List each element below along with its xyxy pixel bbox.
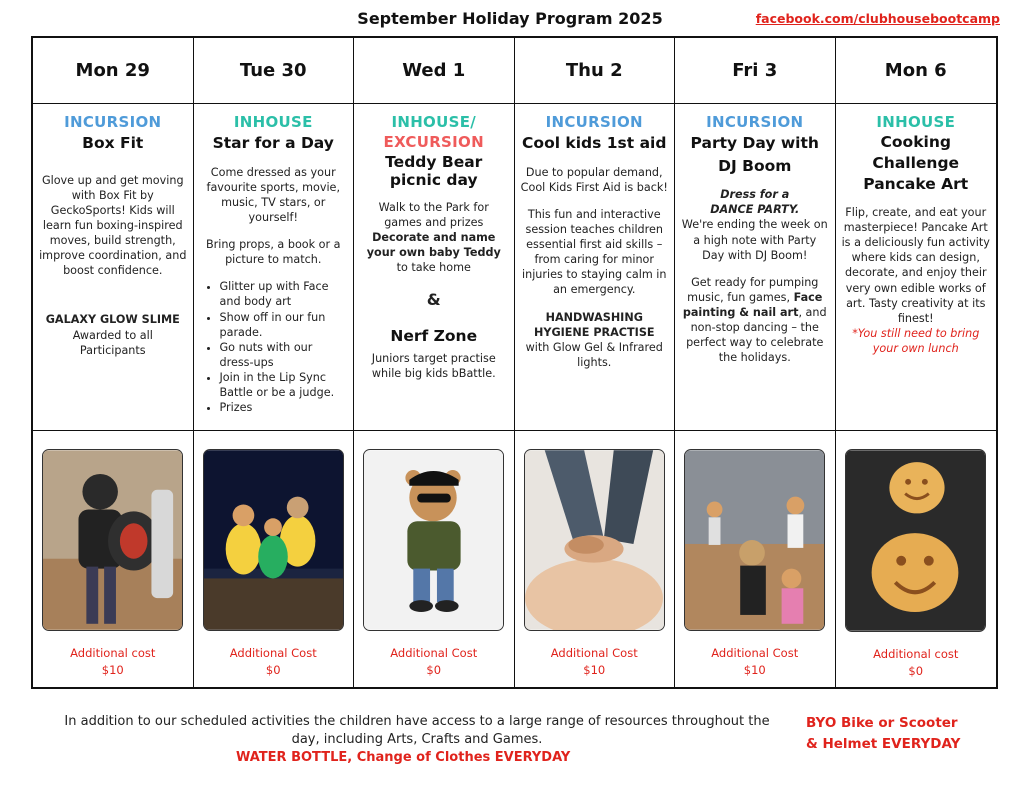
photo-cell-mon29 bbox=[33, 431, 194, 687]
activity-description-3: Juniors target practise while big kids bBattle. bbox=[371, 352, 496, 381]
photo-cell-fri3 bbox=[675, 431, 836, 687]
day-header-mon29: Mon 29 bbox=[33, 38, 194, 104]
facebook-link[interactable]: facebook.com/clubhousebootcamp bbox=[755, 11, 1000, 26]
footer-reminder: WATER BOTTLE, Change of Clothes EVERYDAY bbox=[236, 750, 571, 765]
lunch-note: *You still need to bring your own lunch bbox=[852, 326, 980, 355]
stage-dance-photo-icon bbox=[203, 449, 344, 631]
program-grid bbox=[31, 36, 998, 689]
activity-highlight: Decorate and name your own baby Teddy bbox=[366, 230, 501, 260]
photo-cell-wed1 bbox=[354, 431, 515, 687]
pancake-photo-icon bbox=[845, 449, 986, 632]
activity-title: Cool kids 1st aid bbox=[522, 134, 667, 153]
byo-line-2: & Helmet EVERYDAY bbox=[806, 735, 961, 752]
type-tag: INCURSION bbox=[545, 113, 643, 131]
hygiene-title: HANDWASHING HYGIENE PRACTISE bbox=[533, 310, 655, 339]
activity-description: Flip, create, and eat your masterpiece! Pancake Art is a deliciously fun activity where kids can design, decorate, and enjoy their very own edible works of art. Tasty creativity at its finest! bbox=[841, 206, 990, 325]
dance-party-photo-icon bbox=[684, 449, 825, 631]
hygiene-text: with Glow Gel & Infrared lights. bbox=[525, 340, 663, 369]
day-header-wed1: Wed 1 bbox=[354, 38, 515, 104]
cost-label: Additional cost bbox=[70, 646, 156, 660]
activity-description-2: Bring props, a book or a picture to match. bbox=[205, 238, 341, 267]
photo-cell-thu2 bbox=[515, 431, 676, 687]
cost-value: $0 bbox=[426, 663, 442, 678]
activity-title: Teddy Bear picnic day bbox=[385, 152, 483, 190]
photo-cell-mon6 bbox=[836, 431, 997, 687]
day-header-fri3: Fri 3 bbox=[675, 38, 836, 104]
activity-title: Party Day with DJ Boom bbox=[690, 134, 819, 175]
type-tag: INCURSION bbox=[706, 113, 804, 131]
photo-cell-tue30 bbox=[194, 431, 355, 687]
activity-bullets bbox=[200, 279, 348, 415]
activity-title-2: Nerf Zone bbox=[390, 326, 478, 345]
bullet-item: • Join in the Lip Sync Battle or be a judge. bbox=[220, 370, 348, 400]
desc-part-c: , and non-stop dancing – the perfect way to celebrate the holidays. bbox=[686, 305, 827, 365]
day-header-tue30: Tue 30 bbox=[194, 38, 355, 104]
ampersand: & bbox=[426, 290, 441, 310]
award-title: GALAXY GLOW SLIME bbox=[45, 313, 180, 327]
cost-value: $10 bbox=[101, 663, 124, 678]
day-header-mon6: Mon 6 bbox=[836, 38, 997, 104]
page-title: September Holiday Program 2025 bbox=[357, 9, 663, 28]
cost-value: $10 bbox=[743, 663, 766, 678]
cost-label: Additional cost bbox=[873, 647, 959, 661]
info-mon6 bbox=[836, 104, 997, 431]
bullet-item: • Show off in our fun parade. bbox=[220, 310, 348, 340]
cost-label: Additional Cost bbox=[550, 646, 638, 660]
desc-part-a: Get ready for pumping music, fun games, bbox=[687, 275, 819, 304]
desc-part-b: Face painting & nail art bbox=[682, 290, 823, 319]
activity-description-2: to take home bbox=[396, 261, 471, 275]
cost-label: Additional Cost bbox=[711, 646, 799, 660]
bullet-item: • Glitter up with Face and body art bbox=[220, 279, 348, 309]
byo-reminder bbox=[806, 713, 960, 755]
activity-title: Cooking Challenge Pancake Art bbox=[863, 133, 969, 194]
bullet-item: • Prizes bbox=[220, 400, 348, 415]
activity-title: Box Fit bbox=[82, 134, 144, 153]
activity-title: Star for a Day bbox=[212, 134, 334, 153]
type-tag: INHOUSE/ bbox=[391, 113, 477, 131]
info-tue30 bbox=[194, 104, 355, 431]
activity-description: Come dressed as your favourite sports, movie, music, TV stars, or yourself! bbox=[206, 165, 340, 225]
boxing-photo-icon bbox=[42, 449, 183, 631]
type-tag: INCURSION bbox=[64, 113, 162, 131]
cost-label: Additional Cost bbox=[229, 646, 317, 660]
bullet-item: • Go nuts with our dress-ups bbox=[220, 340, 348, 370]
footer-note: In addition to our scheduled activities the children have access to a large range of resources throughout the day, including Arts, Crafts and Games. bbox=[64, 714, 770, 747]
activity-description-2: This fun and interactive session teaches children essential first aid skills – from caring for minor injuries to staying calm in an emergency. bbox=[522, 207, 667, 297]
activity-description-2 bbox=[681, 275, 829, 366]
day-header-thu2: Thu 2 bbox=[515, 38, 676, 104]
dress-code-line-1: Dress for a bbox=[720, 188, 790, 202]
info-mon29 bbox=[33, 104, 194, 431]
teddy-bear-photo-icon bbox=[363, 449, 504, 631]
cpr-photo-icon bbox=[524, 449, 665, 631]
dress-code-line-2: DANCE PARTY. bbox=[710, 203, 800, 217]
cost-value: $0 bbox=[265, 663, 281, 678]
cost-label: Additional Cost bbox=[390, 646, 478, 660]
activity-description: Walk to the Park for games and prizes bbox=[378, 200, 489, 229]
info-fri3 bbox=[675, 104, 836, 431]
type-tag-2: EXCURSION bbox=[383, 133, 484, 152]
activity-description: Glove up and get moving with Box Fit by GeckoSports! Kids will learn fun boxing-inspired moves, build strength, improve coordination, and boost confidence. bbox=[39, 173, 187, 278]
info-thu2 bbox=[515, 104, 676, 431]
activity-description: We're ending the week on a high note with Party Day with DJ Boom! bbox=[681, 218, 828, 262]
cost-value: $10 bbox=[583, 663, 606, 678]
cost-value: $0 bbox=[908, 664, 924, 679]
byo-line-1: BYO Bike or Scooter bbox=[806, 715, 958, 731]
info-wed1 bbox=[354, 104, 515, 431]
type-tag: INHOUSE bbox=[233, 113, 313, 131]
award-text: Awarded to all Participants bbox=[72, 328, 153, 357]
type-tag: INHOUSE bbox=[876, 113, 956, 131]
activity-description: Due to popular demand, Cool Kids First Aid is back! bbox=[520, 165, 668, 194]
